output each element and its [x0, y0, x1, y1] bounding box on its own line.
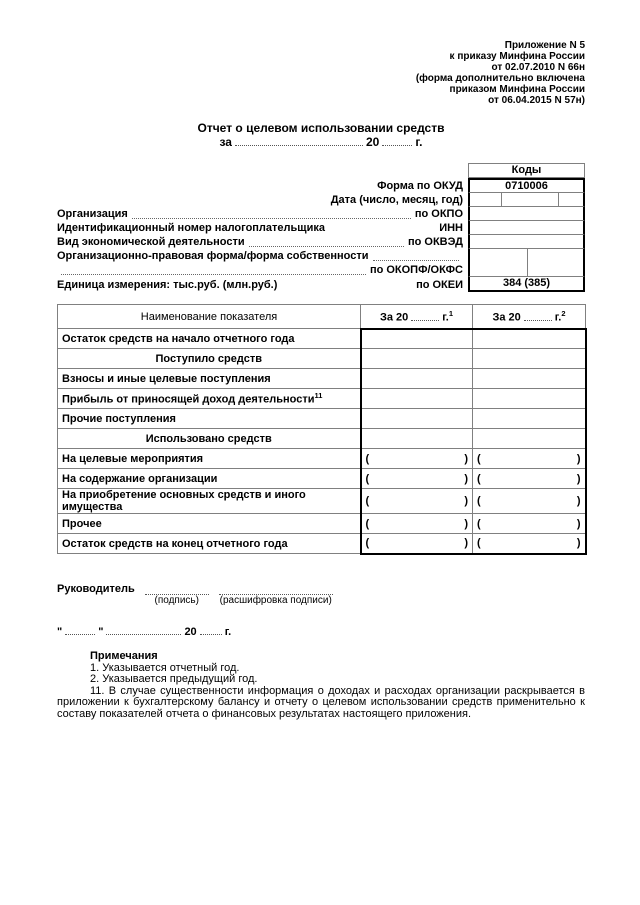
- year1-blank: [411, 310, 439, 321]
- okud-value-cell: 0710006: [468, 178, 585, 193]
- table-header-row: [58, 305, 586, 329]
- note-item: 11. В случае существенности информация о доходах и расходах организации раскрывается в приложении к бухгалтерскому балансу и отчету о целевом использовании средств применительно к составу показателей отчета о финансовых результатах настоящего приложения.: [57, 684, 585, 720]
- sign-blank: [145, 583, 209, 595]
- name-caption: (расшифровка подписи): [219, 595, 332, 606]
- row-label: На содержание организации: [58, 469, 361, 489]
- period-suffix: г.: [415, 135, 423, 149]
- okpo-value-cell: [468, 207, 585, 221]
- row-label: На приобретение основных средств и иного имущества: [58, 489, 361, 514]
- okopf-row-2: [57, 263, 468, 277]
- value-cell: [361, 449, 473, 469]
- value-cell: [361, 469, 473, 489]
- header-note-line: (форма дополнительно включена: [415, 73, 585, 84]
- col-header-year2: За 20 г.$^2$: [473, 305, 586, 329]
- period-prefix: за: [219, 135, 232, 149]
- signature-block: [57, 583, 457, 639]
- paren-value: ( ): [477, 495, 581, 507]
- notes-heading: Примечания: [90, 650, 158, 662]
- col-header-year1: За 20 г.$^1$: [361, 305, 473, 329]
- table-row: [58, 489, 586, 514]
- okved-row: [57, 235, 468, 249]
- value-cell: [473, 389, 586, 409]
- value-cell: [473, 429, 586, 449]
- row-label: Прочие поступления: [58, 409, 361, 429]
- date-year-prefix: 20: [184, 626, 197, 638]
- date-year-blank: [200, 624, 222, 635]
- value-cell: [361, 329, 473, 349]
- activity-blank: [249, 246, 404, 247]
- year-blank: [382, 135, 412, 146]
- period-year: 20: [365, 135, 380, 149]
- notes-block: [57, 651, 585, 720]
- value-cell: [361, 534, 473, 554]
- date-day-cell: [470, 193, 501, 206]
- okopf-code-label: по ОКОПФ/ОКФС: [369, 264, 463, 276]
- value-cell: [473, 349, 586, 369]
- note-item: 2. Указывается предыдущий год.: [90, 673, 258, 685]
- inn-value-cell: [468, 221, 585, 235]
- okved-value-cell: [468, 235, 585, 249]
- notes-items: [57, 663, 585, 721]
- value-cell: [473, 329, 586, 349]
- paren-value: ( ): [477, 472, 581, 485]
- indicators-table: [57, 304, 587, 555]
- table-row: [58, 449, 586, 469]
- value-cell: [361, 514, 473, 534]
- okei-value-cell: 384 (385): [468, 277, 585, 292]
- okved-code-label: по ОКВЭД: [407, 236, 463, 248]
- header-note-line: от 02.07.2010 N 66н: [491, 62, 585, 73]
- okei-row: [57, 277, 468, 292]
- activity-label: Вид экономической деятельности: [57, 236, 245, 248]
- value-cell: [361, 489, 473, 514]
- paren-value: ( ): [477, 537, 581, 550]
- okpo-code-label: по ОКПО: [414, 208, 463, 220]
- codes-header-cell: Коды: [468, 163, 585, 178]
- value-cell: [361, 409, 473, 429]
- header-note-line: к приказу Минфина России: [449, 51, 585, 62]
- header-note-line: приказом Минфина России: [449, 84, 585, 95]
- legal-form-label: Организационно-правовая форма/форма собственности: [57, 250, 369, 262]
- paren-value: ( ): [477, 517, 581, 530]
- value-cell: [361, 349, 473, 369]
- date-year-cell: [559, 193, 583, 206]
- date-day-blank: [65, 624, 95, 635]
- table-row: [58, 469, 586, 489]
- report-title-block: [57, 121, 585, 149]
- inn-label: Идентификационный номер налогоплательщика: [57, 222, 325, 234]
- sign-caption: (подпись): [154, 595, 199, 606]
- paren-value: ( ): [365, 517, 468, 530]
- row-label: Взносы и иные целевые поступления: [58, 369, 361, 389]
- table-row: [58, 329, 586, 349]
- value-cell: [473, 449, 586, 469]
- date-value-cell: [468, 193, 585, 207]
- footnote-ref-1: 1: [448, 308, 454, 318]
- okopf-row-1: [57, 249, 468, 263]
- period-blank: [235, 135, 363, 146]
- signature-row: [57, 583, 457, 607]
- row-label: На целевые мероприятия: [58, 449, 361, 469]
- codes-section: [57, 163, 585, 292]
- inn-row: [57, 221, 468, 235]
- note-item: 1. Указывается отчетный год.: [90, 661, 240, 674]
- paren-value: ( ): [477, 452, 581, 465]
- value-cell: [473, 514, 586, 534]
- date-month-cell: [501, 193, 560, 206]
- row-label: Остаток средств на конец отчетного года: [58, 534, 361, 554]
- header-note: [416, 40, 585, 106]
- codes-spacer: [57, 163, 468, 178]
- report-period-line: [57, 135, 585, 149]
- table-row: [58, 514, 586, 534]
- row-label: Использовано средств: [58, 429, 361, 449]
- paren-value: ( ): [365, 495, 468, 507]
- value-cell: [361, 389, 473, 409]
- signature-date-line: " " 20 г.: [57, 626, 232, 638]
- value-cell: [361, 429, 473, 449]
- table-row: [58, 389, 586, 409]
- date-suffix: г.: [224, 626, 232, 638]
- okfs-value-cell: [527, 249, 584, 276]
- okud-label: Форма по ОКУД: [377, 180, 463, 192]
- report-title: Отчет о целевом использовании средств: [197, 121, 445, 135]
- footnote-ref-11: 11: [314, 391, 323, 401]
- date-label: Дата (число, месяц, год): [330, 194, 463, 206]
- legal-form-blank-1: [373, 260, 460, 261]
- paren-value: ( ): [365, 472, 468, 485]
- year2-blank: [524, 310, 552, 321]
- row-label: Поступило средств: [58, 349, 361, 369]
- table-row: [58, 429, 586, 449]
- header-note-line: Приложение N 5: [504, 40, 585, 51]
- value-cell: [473, 369, 586, 389]
- value-cell: [473, 534, 586, 554]
- organization-row: [57, 207, 468, 221]
- paren-value: ( ): [365, 452, 468, 465]
- okei-code-label: по ОКЕИ: [416, 279, 463, 291]
- table-body: [58, 329, 586, 554]
- value-cell: [473, 409, 586, 429]
- row-label: Прочее: [58, 514, 361, 534]
- table-row: [58, 409, 586, 429]
- name-column: [219, 583, 333, 607]
- sign-column: [145, 583, 209, 607]
- col-header-name: Наименование показателя: [58, 305, 361, 329]
- footnote-ref-2: 2: [561, 308, 566, 318]
- table-row: [58, 369, 586, 389]
- role-label: Руководитель: [57, 583, 135, 595]
- paren-value: ( ): [365, 537, 468, 550]
- unit-label: Единица измерения: тыс.руб. (млн.руб.): [57, 279, 278, 291]
- row-label: Остаток средств на начало отчетного года: [58, 329, 361, 349]
- name-blank: [219, 583, 333, 595]
- organization-label: Организация: [57, 208, 128, 220]
- table-row: [58, 534, 586, 554]
- value-cell: [473, 469, 586, 489]
- inn-code-label: ИНН: [439, 222, 463, 234]
- okopf-value-cell: [470, 249, 527, 276]
- value-cell: [361, 369, 473, 389]
- header-note-line: от 06.04.2015 N 57н): [488, 95, 585, 106]
- date-month-blank: [106, 624, 181, 635]
- row-label: Прибыль от приносящей доход деятельности$^{11}$: [58, 389, 361, 409]
- value-cell: [473, 489, 586, 514]
- indicators-table-wrap: [57, 304, 585, 555]
- table-row: [58, 349, 586, 369]
- organization-blank: [132, 218, 411, 219]
- legal-form-blank-2: [61, 274, 366, 275]
- okopf-okfs-value-cell: [468, 249, 585, 277]
